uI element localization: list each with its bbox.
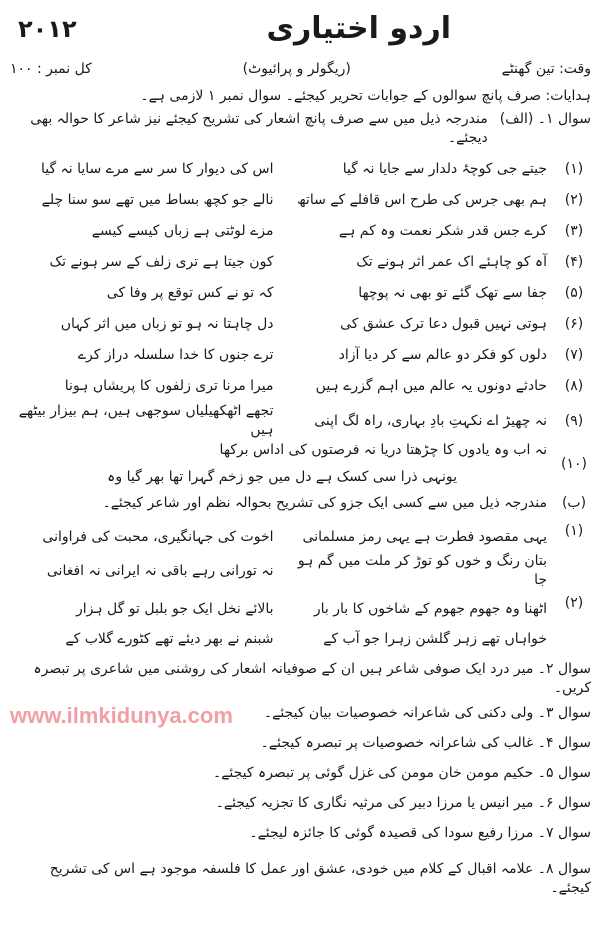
verse-first-line: یہی مقصود فطرت ہے یہی رمز مسلمانی xyxy=(302,528,547,545)
q1b-heading xyxy=(10,488,591,518)
part-number: (۱) xyxy=(564,523,584,539)
couplet-first-line: دلوں کو فکر دو عالم سے کر دیا آزاد xyxy=(338,346,547,363)
couplet-second-line: ترے جنوں کا خدا سلسلہ دراز کرے xyxy=(77,346,274,363)
q1-couplets xyxy=(10,154,591,654)
question-3: سوال ۳۔ ولی دکنی کی شاعرانہ خصوصیات بیان کیجئے۔ xyxy=(263,704,591,721)
couplet-first-line: جفا سے تھک گئے تو بھی نہ پوچھا xyxy=(358,284,547,301)
paper-year: ۲۰۱۲ xyxy=(18,14,77,43)
verse-second-line: شبنم نے بھر دیئے تھے کٹورے گلاب کے xyxy=(65,630,274,647)
couplet-number: (۹) xyxy=(564,412,584,429)
couplet-second-line: تجھے اٹھکھیلیاں سوجھی ہیں، ہم بیزار بیٹھے ہیں xyxy=(18,403,274,438)
couplet xyxy=(10,309,591,339)
couplet xyxy=(10,278,591,308)
verse-second-line: بالائے نخل ایک جو بلبل تو گل ہزار xyxy=(76,600,274,617)
question-8: سوال ۸۔ علامہ اقبال کے کلام میں خودی، عشق اور عمل کا فلسفہ موجود ہے اس کی تشریح کیجئے۔ xyxy=(49,861,591,896)
q1b-label: (ب) xyxy=(561,494,587,511)
verse-first-line: اٹھنا وہ جھوم جھوم کے شاخوں کا بار بار xyxy=(313,600,547,617)
couplet xyxy=(10,402,591,440)
time-allowed: وقت: تین گھنٹے xyxy=(501,61,591,77)
couplet-second-line: دل چاہتا نہ ہو تو زباں میں اثر کہاں xyxy=(60,315,274,332)
question-2: سوال ۲۔ میر درد ایک صوفی شاعر ہیں ان کے صوفیانہ اشعار کی روشنی میں شاعری پر تبصرہ کریں۔ xyxy=(33,661,591,696)
couplet xyxy=(10,216,591,246)
verse xyxy=(10,522,547,552)
q1-text: مندرجہ ذیل میں سے صرف پانچ اشعار کی تشریح کیجئے نیز شاعر کا حوالہ بھی دیجئے۔ xyxy=(30,111,488,146)
couplet-second-line: کون جیتا ہے تری زلف کے سر ہونے تک xyxy=(49,253,274,270)
couplet-first-line: کرے جس قدر شکر نعمت وہ کم ہے xyxy=(338,222,547,239)
question-5: سوال ۵۔ حکیم مومن خان مومن کی غزل گوئی پر تبصرہ کیجئے۔ xyxy=(212,764,591,781)
couplet-second-line: یونہی ذرا سی کسک ہے دل میں جو زخم گہرا تھا بھر گیا وہ xyxy=(107,469,457,485)
couplet-first-line: نہ اب وہ یادوں کا چڑھتا دریا نہ فرصتوں کی اداس برکھا xyxy=(219,442,547,458)
q1-heading xyxy=(10,110,591,148)
paper-title: اردو اختیاری xyxy=(266,11,451,46)
couplet-ten xyxy=(10,441,591,487)
watermark: www.ilmkidunya.com xyxy=(10,703,233,728)
couplet-first-line: حادثے دونوں یہ عالم میں اہم گزرے ہیں xyxy=(315,377,547,394)
verse-first-line: خواہاں تھے زہر گلشن زہرا جو آب کے xyxy=(323,630,547,647)
couplet-number: (۷) xyxy=(564,346,584,363)
couplet-number: (۱) xyxy=(564,160,584,177)
verse xyxy=(10,552,547,590)
couplet xyxy=(10,371,591,401)
couplet-number: (۶) xyxy=(564,315,584,332)
questions-list xyxy=(10,660,591,898)
couplet-lines xyxy=(10,441,547,487)
verse xyxy=(10,624,547,654)
exam-type: (ریگولر و پرائیوٹ) xyxy=(242,61,351,77)
couplet-first-line: نہ چھیڑ اے نکہتِ بادِ بہاری، راہ لگ اپنی xyxy=(314,412,547,429)
question-4: سوال ۴۔ غالب کی شاعرانہ خصوصیات پر تبصرہ کیجئے۔ xyxy=(260,734,591,751)
couplet xyxy=(10,340,591,370)
couplet-number: (۵) xyxy=(564,284,584,301)
q1b-part xyxy=(10,594,591,654)
couplet-second-line: مزے لوٹتی ہے زباں کیسے کیسے xyxy=(91,222,274,239)
couplet-first-line: ہم بھی جرس کی طرح اس قافلے کے ساتھ xyxy=(297,191,547,208)
couplet-first-line: ہوتی نہیں قبول دعا ترک عشق کی xyxy=(340,315,547,332)
couplet-number: (۱۰) xyxy=(561,455,587,472)
verse xyxy=(10,594,547,624)
total-marks: کل نمبر : ۱۰۰ xyxy=(10,61,92,77)
couplet-number: (۲) xyxy=(564,191,584,208)
verse-first-line: بتان رنگ و خوں کو توڑ کر ملت میں گم ہو جا xyxy=(297,553,547,588)
couplet xyxy=(10,185,591,215)
couplet-number: (۴) xyxy=(564,253,584,270)
part-number: (۲) xyxy=(564,595,584,611)
couplet-number: (۸) xyxy=(564,377,584,394)
question-7: سوال ۷۔ مرزا رفیع سودا کی قصیدہ گوئی کا جائزہ لیجئے۔ xyxy=(249,824,591,841)
part-verses xyxy=(10,522,547,590)
couplet xyxy=(10,247,591,277)
question-6: سوال ۶۔ میر انیس یا مرزا دبیر کی مرثیہ نگاری کا تجزیہ کیجئے۔ xyxy=(215,794,591,811)
couplet xyxy=(10,154,591,184)
couplet-second-line: میرا مرنا تری زلفوں کا پریشاں ہونا xyxy=(64,377,274,394)
paper-meta xyxy=(10,60,591,79)
verse-second-line: نہ تورانی رہے باقی نہ ایرانی نہ افغانی xyxy=(46,562,274,579)
q1b-text: مندرجہ ذیل میں سے کسی ایک جزو کی تشریح بحوالہ نظم اور شاعر کیجئے۔ xyxy=(102,494,547,511)
instructions: ہدایات: صرف پانچ سوالوں کے جوابات تحریر کیجئے۔ سوال نمبر ۱ لازمی ہے۔ xyxy=(140,88,591,104)
couplet-number: (۳) xyxy=(564,222,584,239)
couplet-first-line: آہ کو چاہئے اک عمر اثر ہونے تک xyxy=(356,253,547,270)
part-verses xyxy=(10,594,547,654)
couplet-first-line: جیتے جی کوچۂ دلدار سے جایا نہ گیا xyxy=(342,160,547,177)
q1-label: سوال ۱۔ (الف) xyxy=(499,111,591,127)
couplet-second-line: کہ تو نے کس توقع پر وفا کی xyxy=(106,284,274,301)
couplet-second-line: اس کی دیوار کا سر سے مرے سایا نہ گیا xyxy=(40,160,274,177)
verse-second-line: اخوت کی جہانگیری، محبت کی فراوانی xyxy=(42,528,274,545)
paper-header xyxy=(10,4,591,54)
couplet-second-line: نالے جو کچھ بساط میں تھے سو سنا چلے xyxy=(41,191,274,208)
q1b-part xyxy=(10,522,591,590)
